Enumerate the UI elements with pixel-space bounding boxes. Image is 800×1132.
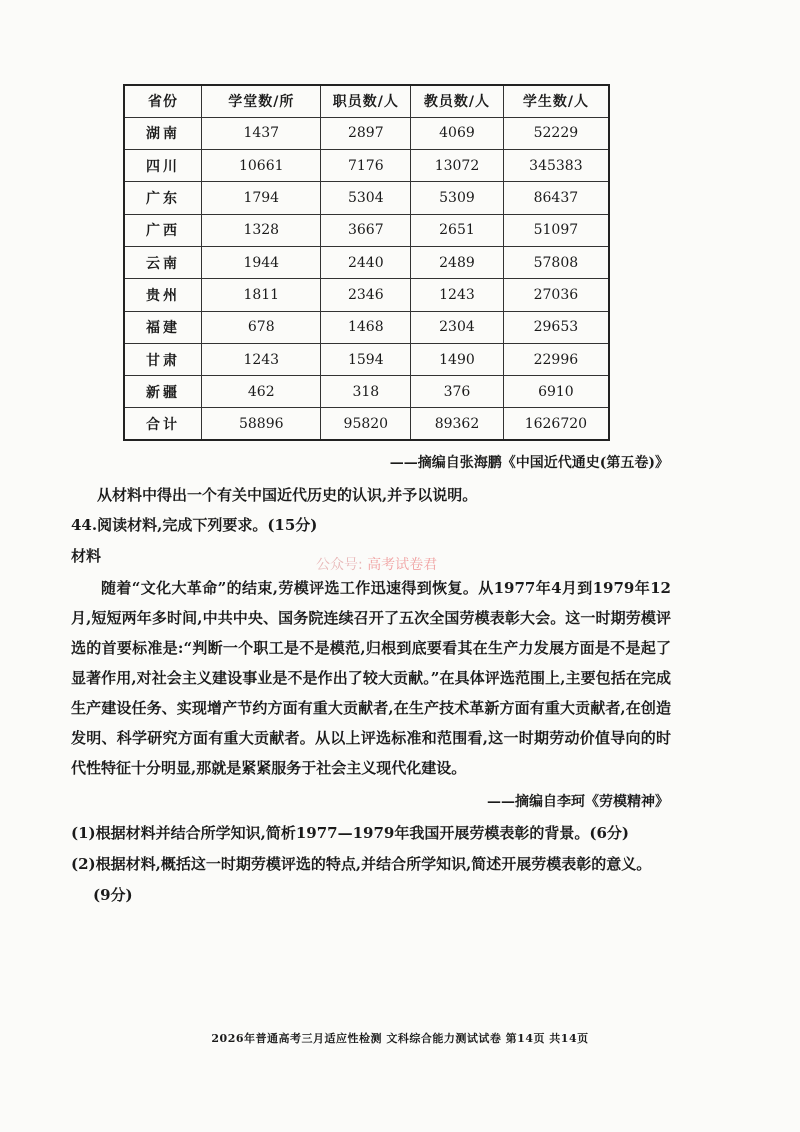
table-cell: 2489 <box>411 246 504 278</box>
header-cell: 省份 <box>124 85 202 117</box>
table-cell: 13072 <box>411 150 504 182</box>
table-cell: 51097 <box>503 214 609 246</box>
table-cell: 318 <box>321 376 411 408</box>
table-cell: 462 <box>202 376 321 408</box>
table-cell: 1944 <box>202 246 321 278</box>
sub-question-2-score: (9分) <box>93 886 133 904</box>
table-header-row <box>124 85 609 117</box>
header-cell: 学生数/人 <box>503 85 609 117</box>
table-cell: 678 <box>202 311 321 343</box>
province-cell: 合计 <box>124 408 202 440</box>
header-cell: 教员数/人 <box>411 85 504 117</box>
table-cell: 95820 <box>321 408 411 440</box>
table-cell: 1328 <box>202 214 321 246</box>
table-cell: 1626720 <box>503 408 609 440</box>
table-cell: 2651 <box>411 214 504 246</box>
sub-question-2: (2)根据材料,概括这一时期劳模评选的特点,并结合所学知识,简述开展劳模表彰的意义。 <box>71 855 652 873</box>
province-cell: 广西 <box>124 214 202 246</box>
province-cell: 甘肃 <box>124 343 202 375</box>
header-cell: 职员数/人 <box>321 85 411 117</box>
watermark-name: 高考试卷君 <box>367 557 438 573</box>
material-text: 随着“文化大革命”的结束,劳模评选工作迅速得到恢复。从1977年4月到1979年12月,短短两年多时间,中共中央、国务院连续召开了五次全国劳模表彰大会。这一时期劳模评选的首要标准是:“判断一个职工是不是模范,归根到底要看其在生产力发展方面是不是起了显著作用,对社会主义建设事业是不是作出了较大贡献。”在具体评选范围上,主要包括在完成生产建设任务、实现增产节约方面有重大贡献者,在生产技术革新方面有重大贡献者,在创造发明、科学研究方面有重大贡献者。从以上评选标准和范围看,这一时期劳动价值导向的时代性特征十分明显,那就是紧紧服务于社会主义现代化建设。 <box>71 579 671 777</box>
statistics-table <box>123 84 610 441</box>
province-cell: 贵州 <box>124 279 202 311</box>
watermark-prefix: 公众号: <box>316 557 363 573</box>
table-source-citation: ——摘编自张海鹏《中国近代通史(第五卷)》 <box>389 455 669 471</box>
table-cell: 5309 <box>411 182 504 214</box>
province-cell: 新疆 <box>124 376 202 408</box>
table-row <box>124 311 609 343</box>
table-cell: 6910 <box>503 376 609 408</box>
table-cell: 3667 <box>321 214 411 246</box>
table-cell: 29653 <box>503 311 609 343</box>
table-cell: 1490 <box>411 343 504 375</box>
material-source-citation: ——摘编自李珂《劳模精神》 <box>487 794 669 810</box>
province-cell: 福建 <box>124 311 202 343</box>
table-cell: 376 <box>411 376 504 408</box>
table-row <box>124 182 609 214</box>
table-cell: 1243 <box>411 279 504 311</box>
table-row <box>124 246 609 278</box>
page-footer: 2026年普通高考三月适应性检测 文科综合能力测试试卷 第14页 共14页 <box>211 1032 589 1045</box>
table-cell: 86437 <box>503 182 609 214</box>
table-cell: 2346 <box>321 279 411 311</box>
table-row <box>124 279 609 311</box>
table-cell: 27036 <box>503 279 609 311</box>
province-cell: 四川 <box>124 150 202 182</box>
table-cell: 4069 <box>411 117 504 149</box>
watermark <box>316 554 437 574</box>
table-cell: 1243 <box>202 343 321 375</box>
province-cell: 湖南 <box>124 117 202 149</box>
table-cell: 345383 <box>503 150 609 182</box>
table-cell: 57808 <box>503 246 609 278</box>
material-passage <box>71 573 671 783</box>
table-cell: 89362 <box>411 408 504 440</box>
table-row <box>124 214 609 246</box>
table-cell: 1468 <box>321 311 411 343</box>
table-row <box>124 343 609 375</box>
table-cell: 10661 <box>202 150 321 182</box>
question-43-task: 从材料中得出一个有关中国近代历史的认识,并予以说明。 <box>97 486 478 504</box>
table-cell: 7176 <box>321 150 411 182</box>
table-row <box>124 376 609 408</box>
table-cell: 1794 <box>202 182 321 214</box>
province-cell: 云南 <box>124 246 202 278</box>
question-44-title: 44.阅读材料,完成下列要求。(15分) <box>71 516 318 534</box>
province-cell: 广东 <box>124 182 202 214</box>
table-total-row <box>124 408 609 440</box>
table-cell: 2440 <box>321 246 411 278</box>
header-cell: 学堂数/所 <box>202 85 321 117</box>
table-cell: 52229 <box>503 117 609 149</box>
table-row <box>124 117 609 149</box>
table-cell: 2897 <box>321 117 411 149</box>
table-row <box>124 150 609 182</box>
sub-question-1: (1)根据材料并结合所学知识,简析1977—1979年我国开展劳模表彰的背景。(6分) <box>71 824 629 842</box>
table-cell: 5304 <box>321 182 411 214</box>
table-cell: 22996 <box>503 343 609 375</box>
table-cell: 1437 <box>202 117 321 149</box>
table-cell: 2304 <box>411 311 504 343</box>
table-cell: 1811 <box>202 279 321 311</box>
material-label: 材料 <box>71 547 102 565</box>
table-cell: 1594 <box>321 343 411 375</box>
table-cell: 58896 <box>202 408 321 440</box>
